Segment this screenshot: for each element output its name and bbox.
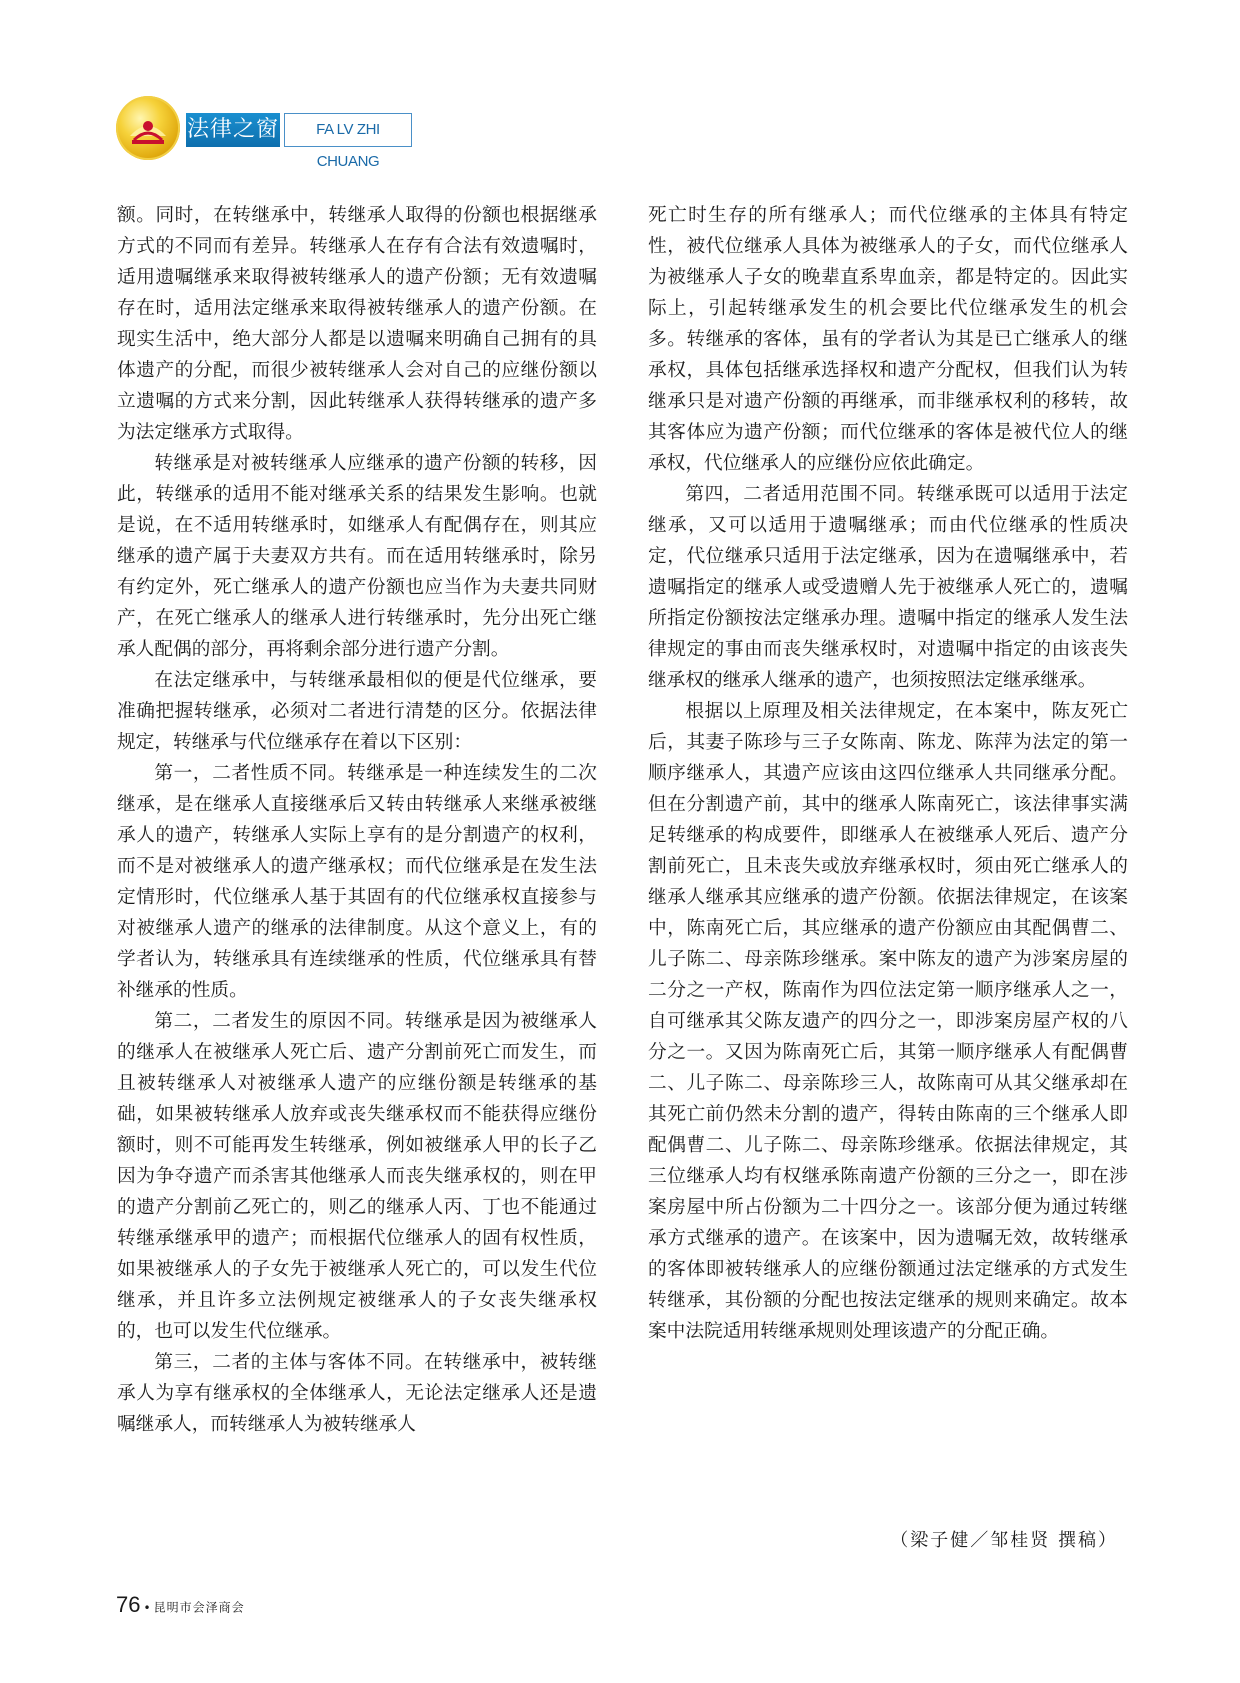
page-number: 76 xyxy=(116,1592,141,1617)
paragraph: 死亡时生存的所有继承人；而代位继承的主体具有特定性，被代位继承人具体为被继承人的子女，而代位继承人为被继承人子女的晚辈直系卑血亲，都是特定的。因此实际上，引起转继承发生的机会要比代位继承发生的机会多。转继承的客体，虽有的学者认为其是已亡继承人的继承权，具体包括继承选择权和遗产分配权，但我们认为转继承只是对遗产份额的再继承，而非继承权利的移转，故其客体应为遗产份额；而代位继承的客体是被代位人的继承权，代位继承人的应继份应依此确定。 xyxy=(648,205,1128,474)
footer-separator: • xyxy=(143,1600,151,1615)
paragraph: 在法定继承中，与转继承最相似的便是代位继承，要准确把握转继承，必须对二者进行清楚的区分。依据法律规定，转继承与代位继承存在着以下区别： xyxy=(117,670,597,753)
page-footer xyxy=(116,1592,245,1618)
emblem-drawing xyxy=(126,106,170,150)
paragraph: 第三，二者的主体与客体不同。在转继承中，被转继承人为享有继承权的全体继承人，无论法定继承人还是遗嘱继承人，而转继承人为被转继承人 xyxy=(117,1352,597,1435)
right-column xyxy=(648,200,1128,1347)
publication-name: 昆明市会泽商会 xyxy=(153,1600,245,1615)
section-header xyxy=(116,94,436,170)
emblem-badge-icon xyxy=(116,96,180,160)
paragraph: 额。同时，在转继承中，转继承人取得的份额也根据继承方式的不同而有差异。转继承人在存有合法有效遗嘱时，适用遗嘱继承来取得被转继承人的遗产份额；无有效遗嘱存在时，适用法定继承来取得被转继承人的遗产份额。在现实生活中，绝大部分人都是以遗嘱来明确自己拥有的具体遗产的分配，而很少被转继承人会对自己的应继份额以立遗嘱的方式来分割，因此转继承人获得转继承的遗产多为法定继承方式取得。 xyxy=(117,205,597,443)
section-subtitle: FA LV ZHI CHUANG xyxy=(284,113,412,147)
paragraph: 第二，二者发生的原因不同。转继承是因为被继承人的继承人在被继承人死亡后、遗产分割前死亡而发生，而且被转继承人对被继承人遗产的应继份额是转继承的基础，如果被转继承人放弃或丧失继承权而不能获得应继份额时，则不可能再发生转继承，例如被继承人甲的长子乙因为争夺遗产而杀害其他继承人而丧失继承权的，则在甲的遗产分割前乙死亡的，则乙的继承人丙、丁也不能通过转继承继承甲的遗产；而根据代位继承人的固有权性质，如果被继承人的子女先于被继承人死亡的，可以发生代位继承，并且许多立法例规定被继承人的子女丧失继承权的，也可以发生代位继承。 xyxy=(117,1011,597,1342)
section-title: 法律之窗 xyxy=(186,113,280,147)
paragraph: 转继承是对被转继承人应继承的遗产份额的转移，因此，转继承的适用不能对继承关系的结果发生影响。也就是说，在不适用转继承时，如继承人有配偶存在，则其应继承的遗产属于夫妻双方共有。而在适用转继承时，除另有约定外，死亡继承人的遗产份额也应当作为夫妻共同财产，在死亡继承人的继承人进行转继承时，先分出死亡继承人配偶的部分，再将剩余部分进行遗产分割。 xyxy=(117,453,597,660)
paragraph: 根据以上原理及相关法律规定，在本案中，陈友死亡后，其妻子陈珍与三子女陈南、陈龙、陈萍为法定的第一顺序继承人，其遗产应该由这四位继承人共同继承分配。但在分割遗产前，其中的继承人陈南死亡，该法律事实满足转继承的构成要件，即继承人在被继承人死后、遗产分割前死亡，且未丧失或放弃继承权时，须由死亡继承人的继承人继承其应继承的遗产份额。依据法律规定，在该案中，陈南死亡后，其应继承的遗产份额应由其配偶曹二、儿子陈二、母亲陈珍继承。案中陈友的遗产为涉案房屋的二分之一产权，陈南作为四位法定第一顺序继承人之一，自可继承其父陈友遗产的四分之一，即涉案房屋产权的八分之一。又因为陈南死亡后，其第一顺序继承人有配偶曹二、儿子陈二、母亲陈珍三人，故陈南可从其父继承却在其死亡前仍然未分割的遗产，得转由陈南的三个继承人即配偶曹二、儿子陈二、母亲陈珍继承。依据法律规定，其三位继承人均有权继承陈南遗产份额的三分之一，即在涉案房屋中所占份额为二十四分之一。该部分便为通过转继承方式继承的遗产。在该案中，因为遗嘱无效，故转继承的客体即被转继承人的应继份额通过法定继承的方式发生转继承，其份额的分配也按法定继承的规则来确定。故本案中法院适用转继承规则处理该遗产的分配正确。 xyxy=(648,701,1128,1342)
author-byline: （梁子健／邹桂贤 撰稿） xyxy=(890,1530,1118,1551)
left-column xyxy=(117,200,597,1440)
paragraph: 第四，二者适用范围不同。转继承既可以适用于法定继承，又可以适用于遗嘱继承；而由代位继承的性质决定，代位继承只适用于法定继承，因为在遗嘱继承中，若遗嘱指定的继承人或受遗赠人先于被继承人死亡的，遗嘱所指定份额按法定继承办理。遗嘱中指定的继承人发生法律规定的事由而丧失继承权时，对遗嘱中指定的由该丧失继承权的继承人继承的遗产，也须按照法定继承继承。 xyxy=(648,484,1128,691)
paragraph: 第一，二者性质不同。转继承是一种连续发生的二次继承，是在继承人直接继承后又转由转继承人来继承被继承人的遗产，转继承人实际上享有的是分割遗产的权利，而不是对被继承人的遗产继承权；而代位继承是在发生法定情形时，代位继承人基于其固有的代位继承权直接参与对被继承人遗产的继承的法律制度。从这个意义上，有的学者认为，转继承具有连续继承的性质，代位继承具有替补继承的性质。 xyxy=(117,763,597,1001)
